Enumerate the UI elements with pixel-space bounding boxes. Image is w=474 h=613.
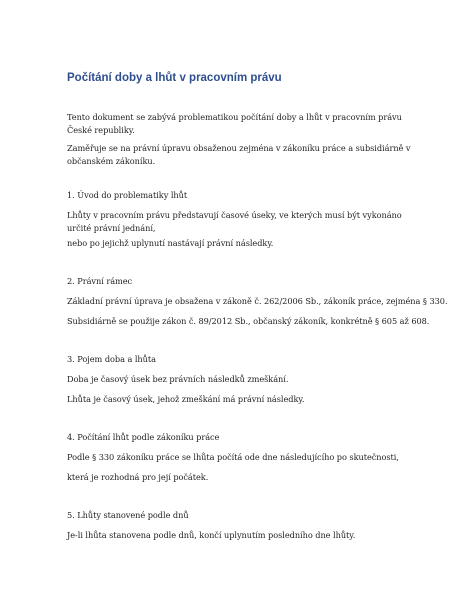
section-1-paragraph-1: Lhůty v pracovním právu představují časové úseky, ve kterých musí být vykonáno určité právní jednání,: [67, 210, 402, 233]
section-2-heading: 2. Právní rámec: [67, 276, 133, 286]
section-3-paragraph-2: Lhůta je časový úsek, jehož zmeškání má právní následky.: [67, 394, 305, 404]
section-4-heading: 4. Počítání lhůt podle zákoníku práce: [67, 432, 220, 442]
section-5-paragraph-1: Je-li lhůta stanovena podle dnů, končí uplynutím posledního dne lhůty.: [67, 530, 356, 540]
section-1-heading: 1. Úvod do problematiky lhůt: [67, 190, 188, 200]
section-5-heading: 5. Lhůty stanovené podle dnů: [67, 510, 189, 520]
section-1-paragraph-2: nebo po jejichž uplynutí nastávají právní následky.: [67, 238, 274, 248]
section-4-paragraph-2: která je rozhodná pro její počátek.: [67, 472, 209, 482]
section-3-heading: 3. Pojem doba a lhůta: [67, 354, 156, 364]
intro-paragraph-1: Tento dokument se zabývá problematikou počítání doby a lhůt v pracovním právu České republiky.: [67, 112, 402, 135]
section-3-paragraph-1: Doba je časový úsek bez právních následků zmeškání.: [67, 374, 289, 384]
section-2-paragraph-1: Základní právní úprava je obsažena v zákoně č. 262/2006 Sb., zákoník práce, zejména § 330.: [67, 296, 448, 306]
section-2-paragraph-2: Subsidiárně se použije zákon č. 89/2012 Sb., občanský zákoník, konkrétně § 605 až 608.: [67, 316, 430, 326]
document-title: Počítání doby a lhůt v pracovním právu: [67, 72, 282, 84]
intro-paragraph-2: Zaměřuje se na právní úpravu obsaženou zejména v zákoníku práce a subsidiárně v občanském zákoníku.: [67, 143, 411, 166]
section-4-paragraph-1: Podle § 330 zákoníku práce se lhůta počítá ode dne následujícího po skutečnosti,: [67, 452, 399, 462]
